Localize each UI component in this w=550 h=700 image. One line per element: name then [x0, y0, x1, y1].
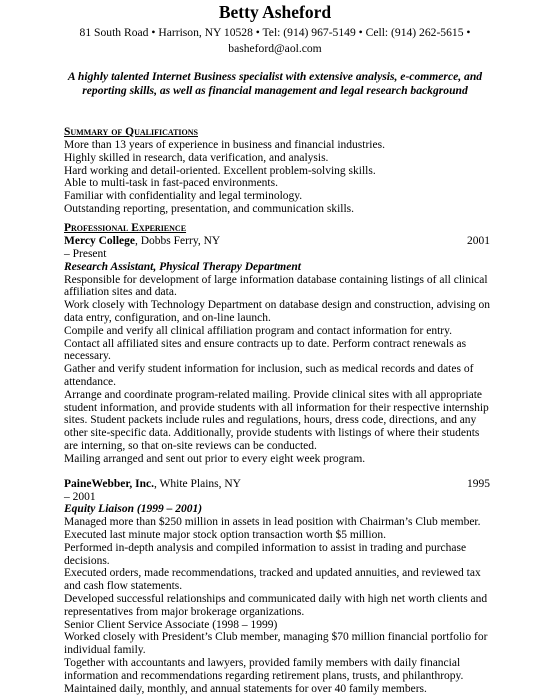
summary-item: Highly skilled in research, data verification, and analysis. — [64, 151, 329, 164]
job-title: Equity Liaison — [64, 503, 134, 516]
job-duty: Arrange and coordinate program-related mailing. Provide clinical sites with all appropriate student information, and provide students with all information for their respective internship sites. Student packets include rules and regulations, hours, dress code, directions, and any other site-specific data. Additionally, provide students with listings of where their students are interning, so that on-site reviews can be conducted. — [64, 388, 489, 452]
job-start-year: 1995 — [467, 477, 490, 490]
job-duty: Responsible for development of large information database containing listings of all clinical affiliation sites and data. — [64, 273, 488, 299]
summary-item: Outstanding reporting, presentation, and communication skills. — [64, 202, 355, 215]
job-entry-mercy-college — [64, 235, 496, 466]
summary-section — [64, 126, 496, 216]
job-role — [64, 503, 496, 516]
summary-heading: Summary of Qualifications — [64, 126, 198, 138]
job-header — [64, 478, 496, 491]
company-name: Mercy College — [64, 235, 135, 247]
job-entry-painewebber — [64, 478, 496, 696]
job-duty: Maintained daily, monthly, and annual statements for over 40 family members. — [64, 682, 427, 695]
job-duty: Worked closely with President’s Club member, managing $70 million financial portfolio for individual family. — [64, 631, 488, 657]
applicant-name: Betty Asheford — [218, 2, 332, 22]
job-duty: Senior Client Service Associate (1998 – 1999) — [64, 618, 278, 631]
experience-heading: Professional Experience — [64, 222, 187, 234]
contact-line-email: basheford@aol.com — [228, 42, 322, 55]
job-duty: Executed last minute major stock option transaction worth $5 million. — [64, 528, 386, 541]
professional-tagline: A highly talented Internet Business specialist with extensive analysis, e-commerce, and reporting skills, as well as financial management and legal research background — [67, 70, 483, 97]
company-name: PaineWebber, Inc. — [64, 477, 154, 490]
job-header — [64, 235, 496, 248]
experience-section — [64, 222, 496, 695]
summary-item: Able to multi-task in fast-paced environments. — [64, 177, 278, 190]
job-start-year: 2001 — [467, 235, 490, 247]
company-location: , Dobbs Ferry, NY — [135, 235, 221, 247]
job-duty: Contact all affiliated sites and ensure contracts up to date. Perform contract renewals as necessary. — [64, 337, 467, 363]
summary-item: More than 13 years of experience in business and financial industries. — [64, 139, 385, 151]
summary-item: Familiar with confidentiality and legal terminology. — [64, 190, 303, 203]
summary-item: Hard working and detail-oriented. Excellent problem-solving skills. — [64, 164, 376, 177]
job-duty: Work closely with Technology Department on database design and construction, advising on data entry, configuration, and on-line launch. — [64, 299, 491, 324]
job-duty: Executed orders, made recommendations, tracked and updated annuities, and reviewed tax and cash flow statements. — [64, 567, 481, 593]
job-duty: Managed more than $250 million in assets in lead position with Chairman’s Club member. — [64, 516, 481, 529]
job-title-detail: (1999 – 2001) — [133, 503, 203, 516]
job-duty: Gather and verify student information for inclusion, such as medical records and dates of attendance. — [64, 363, 474, 388]
job-duty: Developed successful relationships and communicated daily with high net worth clients and representatives from major brokerage organizations. — [64, 592, 488, 618]
job-duty: Together with accountants and lawyers, provided family members with daily financial information and recommendations regarding retirement plans, trusts, and philanthropy. — [64, 656, 464, 682]
job-title: Research Assistant, Physical Therapy Department — [64, 260, 301, 273]
job-duty: Performed in-depth analysis and compiled information to assist in trading and purchase decisions. — [64, 541, 467, 567]
job-duty: Mailing arranged and sent out prior to every eight week program. — [64, 452, 366, 465]
job-date-range: – 2001 — [64, 490, 96, 503]
job-date-range: – Present — [64, 248, 107, 260]
company-location: , White Plains, NY — [153, 477, 241, 490]
job-duty: Compile and verify all clinical affiliation program and contact information for entry. — [64, 324, 452, 337]
job-role — [64, 261, 496, 274]
contact-line-address-phone: 81 South Road • Harrison, NY 10528 • Tel: (914) 967-5149 • Cell: (914) 262-5615 • — [79, 26, 471, 39]
